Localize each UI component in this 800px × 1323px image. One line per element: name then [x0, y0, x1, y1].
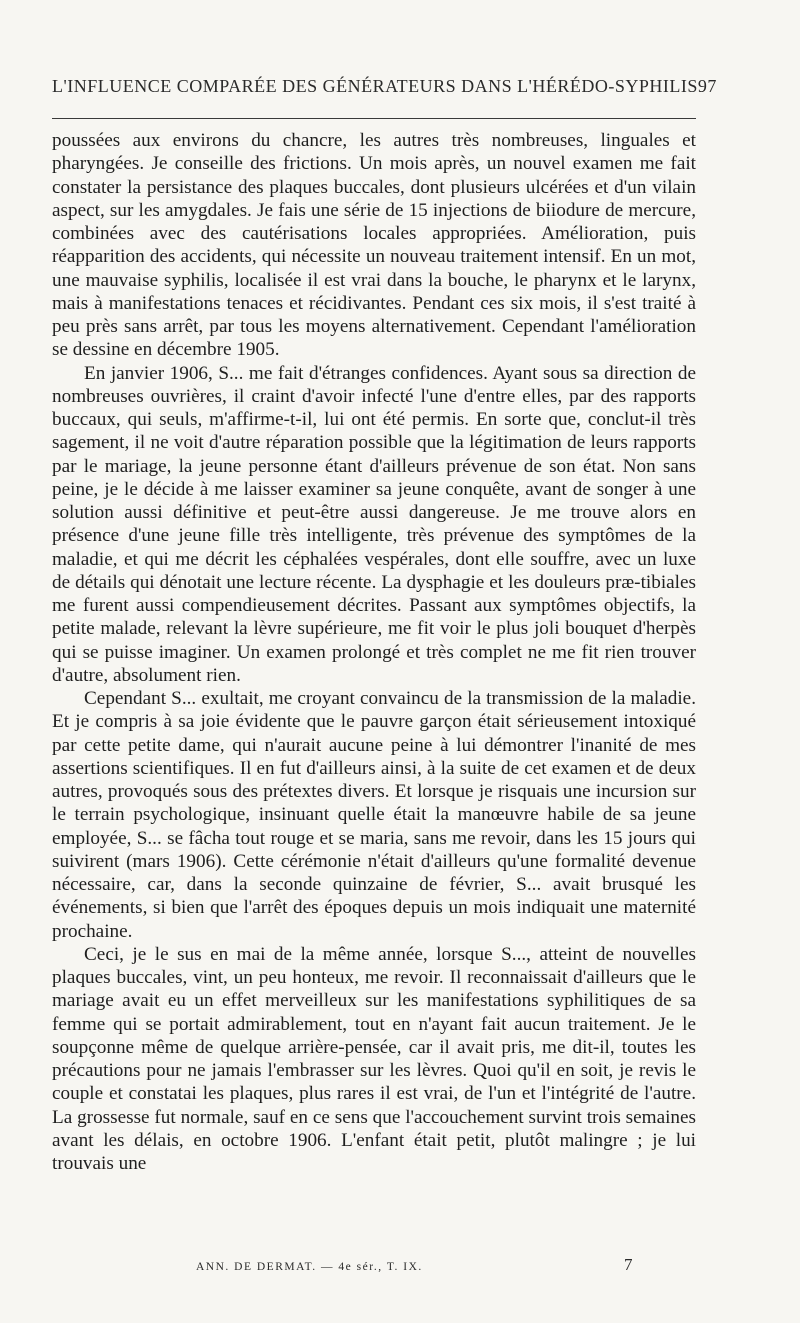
running-title: L'INFLUENCE COMPARÉE DES GÉNÉRATEURS DANS L'HÉRÉDO-SYPHILIS	[52, 76, 698, 96]
paragraph-1: poussées aux environs du chancre, les autres très nombreuses, linguales et pharyngées. Je conseille des frictions. Un mois après, un nouvel examen me fait constater la persistance des plaques buccales, dont plusieurs ulcérées et d'un vilain aspect, sur les amygdales. Je fais une série de 15 injections de biiodure de mercure, combinées avec des cautérisations locales appropriées. Amélioration, puis réapparition des accidents, qui nécessite un nouveau traitement intensif. En un mot, une mauvaise syphilis, localisée il est vrai dans la bouche, le pharynx et le larynx, mais à manifestations tenaces et récidivantes. Pendant ces six mois, il s'est traité à peu près sans arrêt, par tous les moyens alternativement. Cependant l'amélioration se dessine en décembre 1905.	[52, 130, 696, 361]
body-text	[52, 129, 696, 1175]
signature-line: ANN. DE DERMAT. — 4e sér., T. IX.	[196, 1261, 423, 1273]
paragraph-3: Cependant S... exultait, me croyant convaincu de la transmission de la maladie. Et je compris à sa joie évidente que le pauvre garçon était sérieusement intoxiqué par cette petite dame, qui n'aurait aucune peine à lui démontrer l'inanité de mes assertions scientifiques. Il en fut d'ailleurs ainsi, à la suite de cet examen et de deux autres, provoqués sous des prétextes divers. Et lorsque je risquais une incursion sur le terrain psychologique, insinuant quelle était la manœuvre habile de sa jeune employée, S... se fâcha tout rouge et se maria, sans me revoir, dans les 15 jours qui suivirent (mars 1906). Cette cérémonie n'était d'ailleurs qu'une formalité devenue nécessaire, car, dans la seconde quinzaine de février, S... avait brusqué les événements, si bien que l'arrêt des époques depuis un mois indiquait une maternité prochaine.	[52, 688, 696, 942]
page-number: 97	[697, 76, 717, 96]
sheet-number: 7	[624, 1255, 633, 1274]
footer	[0, 1257, 800, 1277]
running-head	[52, 76, 717, 97]
paragraph-4: Ceci, je le sus en mai de la même année, lorsque S..., atteint de nouvelles plaques buccales, vint, un peu honteux, me revoir. Il reconnaissait d'ailleurs que le mariage avait eu un effet merveilleux sur les manifestations syphilitiques de sa femme qui se portait admirablement, tout en n'ayant fait aucun traitement. Je le soupçonne même de quelque arrière-pensée, car il avait pris, me dit-il, toutes les précautions pour ne jamais l'embrasser sur les lèvres. Quoi qu'il en soit, je revis le couple et constatai les plaques, plus rares il est vrai, de l'un et l'intégrité de l'autre. La grossesse fut normale, sauf en ce sens que l'accouchement survint trois semaines avant les délais, en octobre 1906. L'enfant était petit, plutôt malingre ; je lui trouvais une	[52, 943, 696, 1174]
paragraph-2: En janvier 1906, S... me fait d'étranges confidences. Ayant sous sa direction de nombreuses ouvrières, il craint d'avoir infecté l'une d'entre elles, par des rapports buccaux, qui seuls, m'affirme-t-il, lui ont été permis. En sorte que, conclut-il très sagement, il ne voit d'autre réparation possible que la légitimation de leurs rapports par le mariage, la jeune personne étant d'ailleurs prévenue de son état. Non sans peine, je le décide à me laisser examiner sa jeune conquête, avant de songer à une solution aussi définitive et peut-être aussi dangereuse. Je me trouve alors en présence d'une jeune fille très intelligente, très prévenue des symptômes de la maladie, et qui me décrit les céphalées vespérales, dont elle souffre, avec un luxe de détails qui dénotait une lecture récente. La dysphagie et les douleurs præ-tibiales me furent aussi compendieusement décrites. Passant aux symptômes objectifs, la petite malade, relevant la lèvre supérieure, me fit voir le plus joli bouquet d'herpès qui se puisse imaginer. Un examen prolongé et très complet ne me fit rien trouver d'autre, absolument rien.	[52, 362, 696, 686]
header-rule	[52, 118, 696, 119]
